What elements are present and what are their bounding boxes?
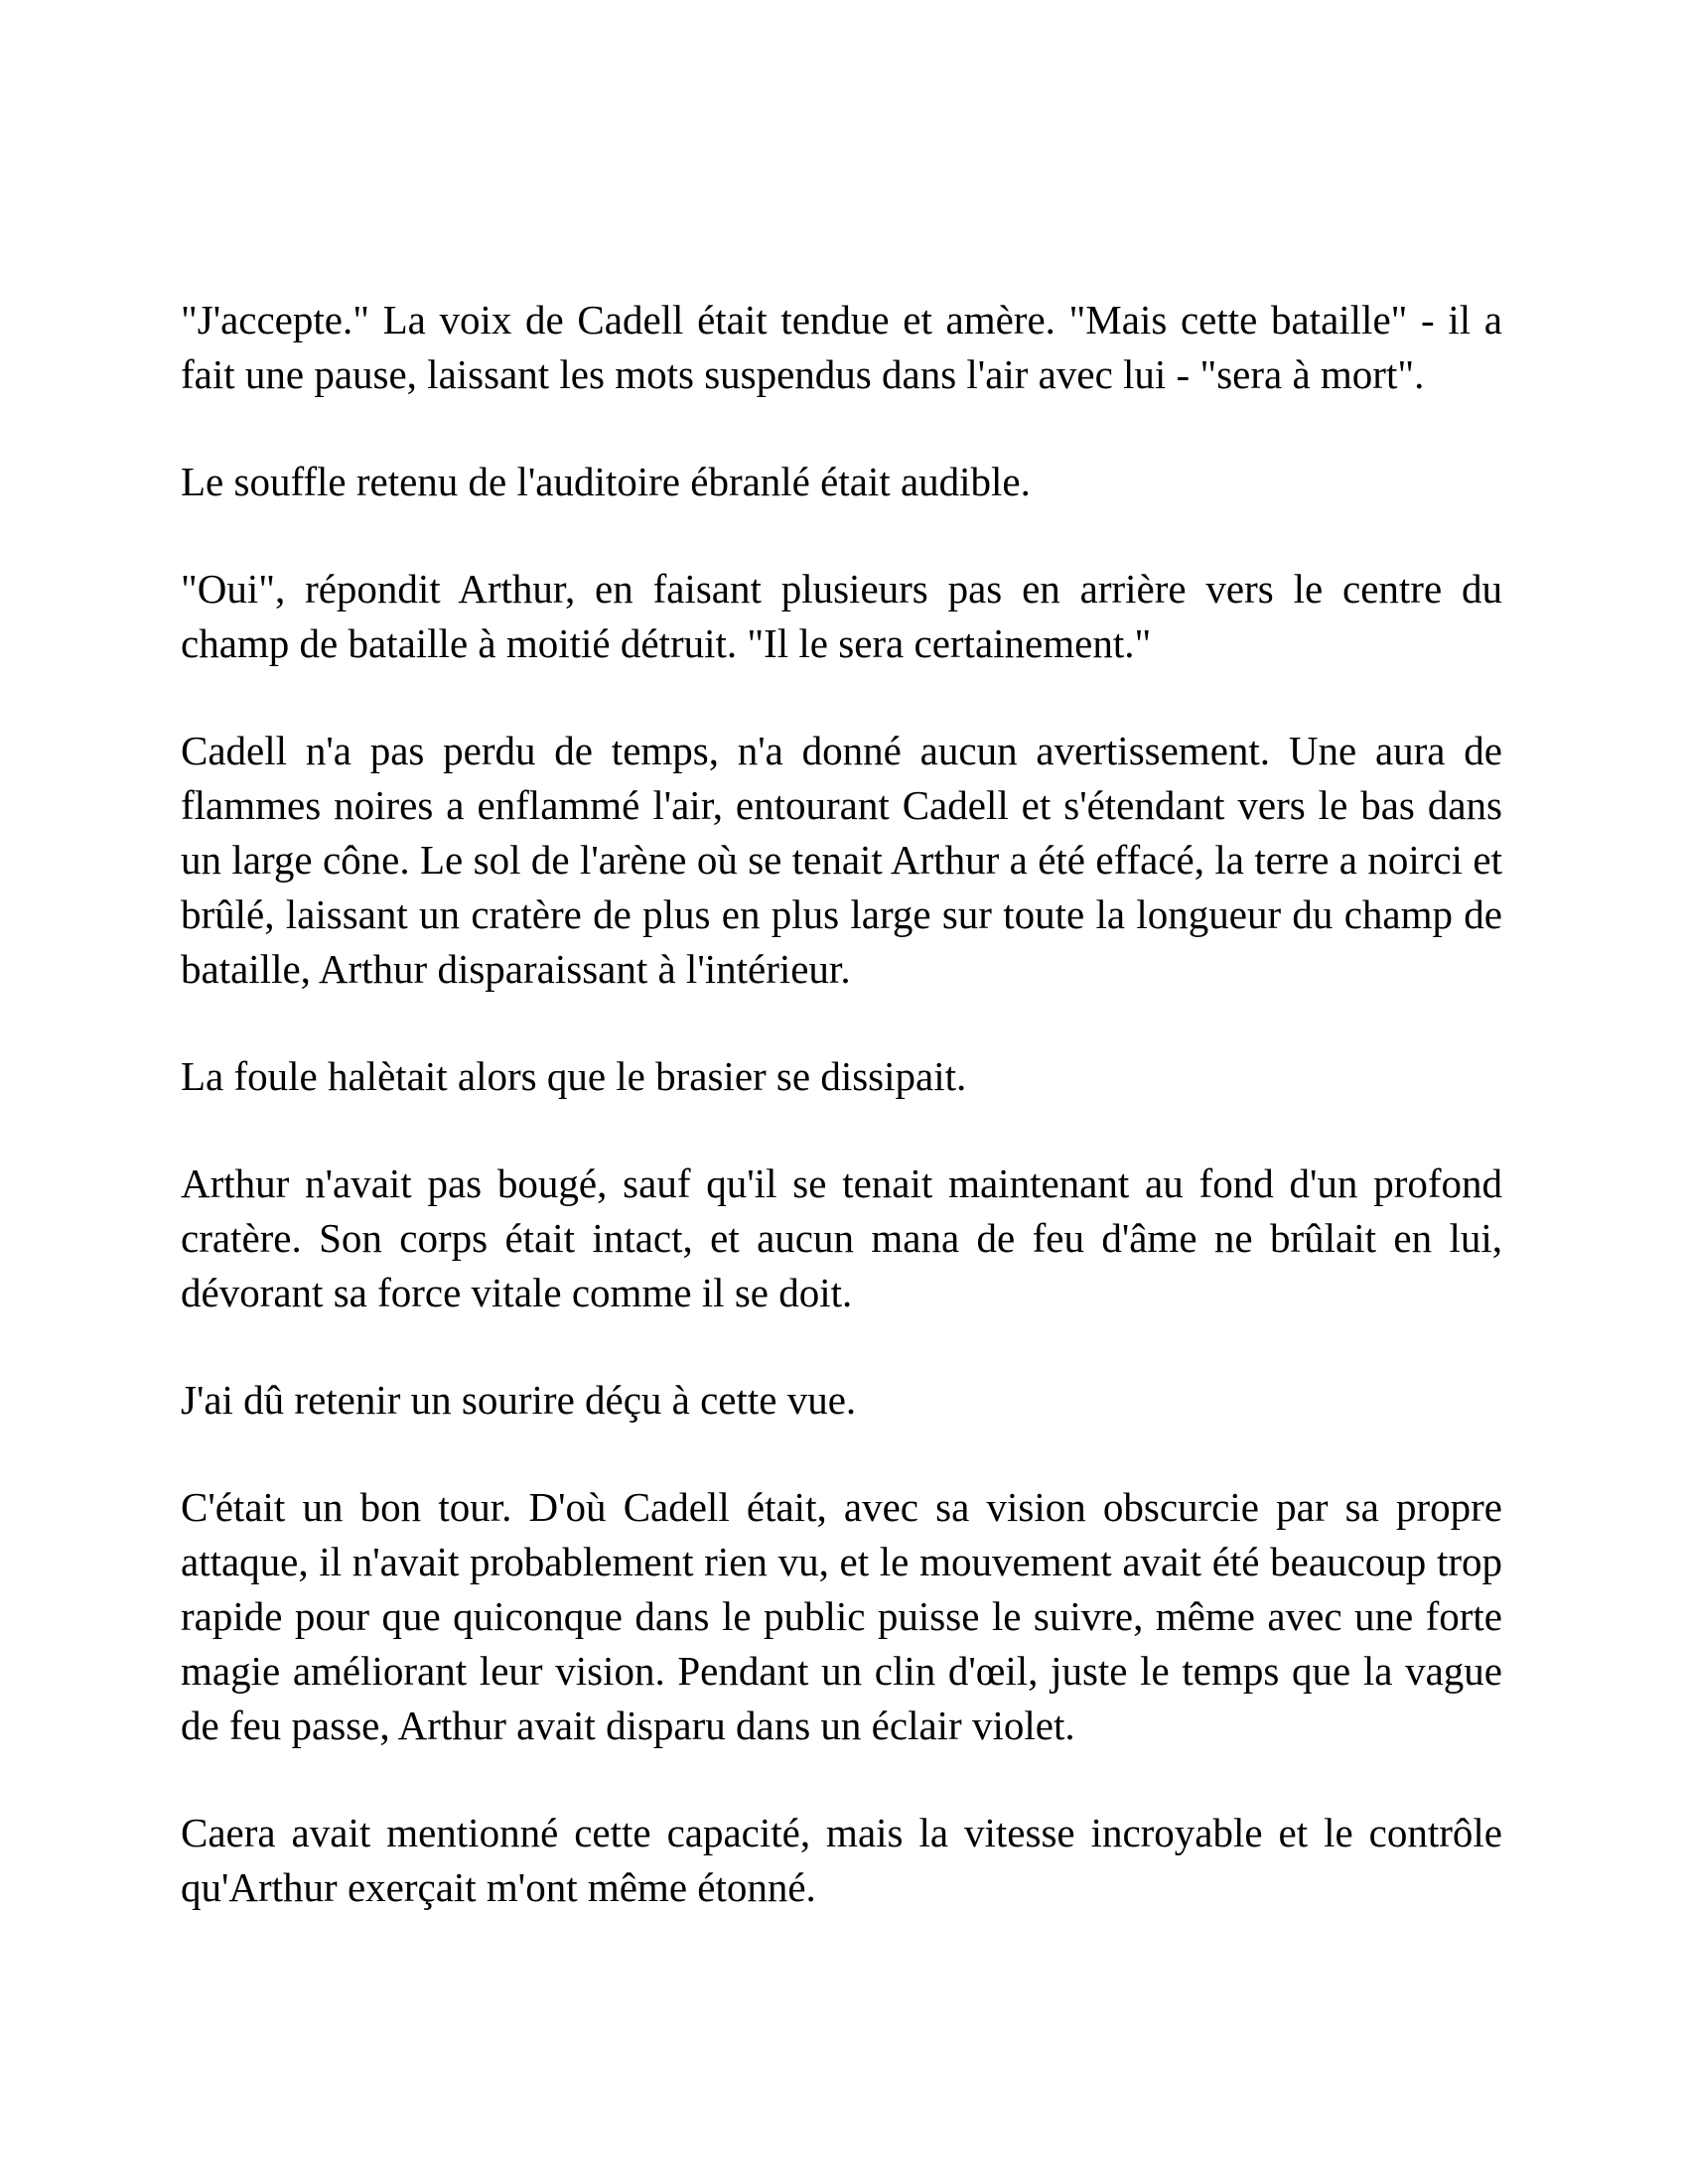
paragraph: C'était un bon tour. D'où Cadell était, avec sa vision obscurcie par sa propre attaque, il n'avait probablement rien vu, et le mouvement avait été beaucoup trop rapide pour que quiconque dans le public puisse le suivre, même avec une forte magie améliorant leur vision. Pendant un clin d'œil, juste le temps que la vague de feu passe, Arthur avait disparu dans un éclair violet. xyxy=(181,1484,1502,1748)
paragraph: Cadell n'a pas perdu de temps, n'a donné aucun avertissement. Une aura de flammes noires a enflammé l'air, entourant Cadell et s'étendant vers le bas dans un large cône. Le sol de l'arène où se tenait Arthur a été effacé, la terre a noirci et brûlé, laissant un cratère de plus en plus large sur toute la longueur du champ de bataille, Arthur disparaissant à l'intérieur. xyxy=(181,728,1502,992)
paragraph: Caera avait mentionné cette capacité, mais la vitesse incroyable et le contrôle qu'Arthur exerçait m'ont même étonné. xyxy=(181,1810,1502,1910)
paragraph: Le souffle retenu de l'auditoire ébranlé était audible. xyxy=(181,459,1031,504)
paragraph: La foule halètait alors que le brasier se dissipait. xyxy=(181,1053,967,1099)
paragraph: J'ai dû retenir un sourire déçu à cette vue. xyxy=(181,1377,857,1423)
paragraph: Arthur n'avait pas bougé, sauf qu'il se tenait maintenant au fond d'un profond cratère. Son corps était intact, et aucun mana de feu d'âme ne brûlait en lui, dévorant sa force vitale comme il se doit. xyxy=(181,1160,1502,1315)
paragraph: "Oui", répondit Arthur, en faisant plusieurs pas en arrière vers le centre du champ de bataille à moitié détruit. "Il le sera certainement." xyxy=(181,566,1502,666)
paragraph: "J'accepte." La voix de Cadell était tendue et amère. "Mais cette bataille" - il a fait une pause, laissant les mots suspendus dans l'air avec lui - "sera à mort". xyxy=(181,297,1502,397)
text-column xyxy=(181,293,1502,1915)
